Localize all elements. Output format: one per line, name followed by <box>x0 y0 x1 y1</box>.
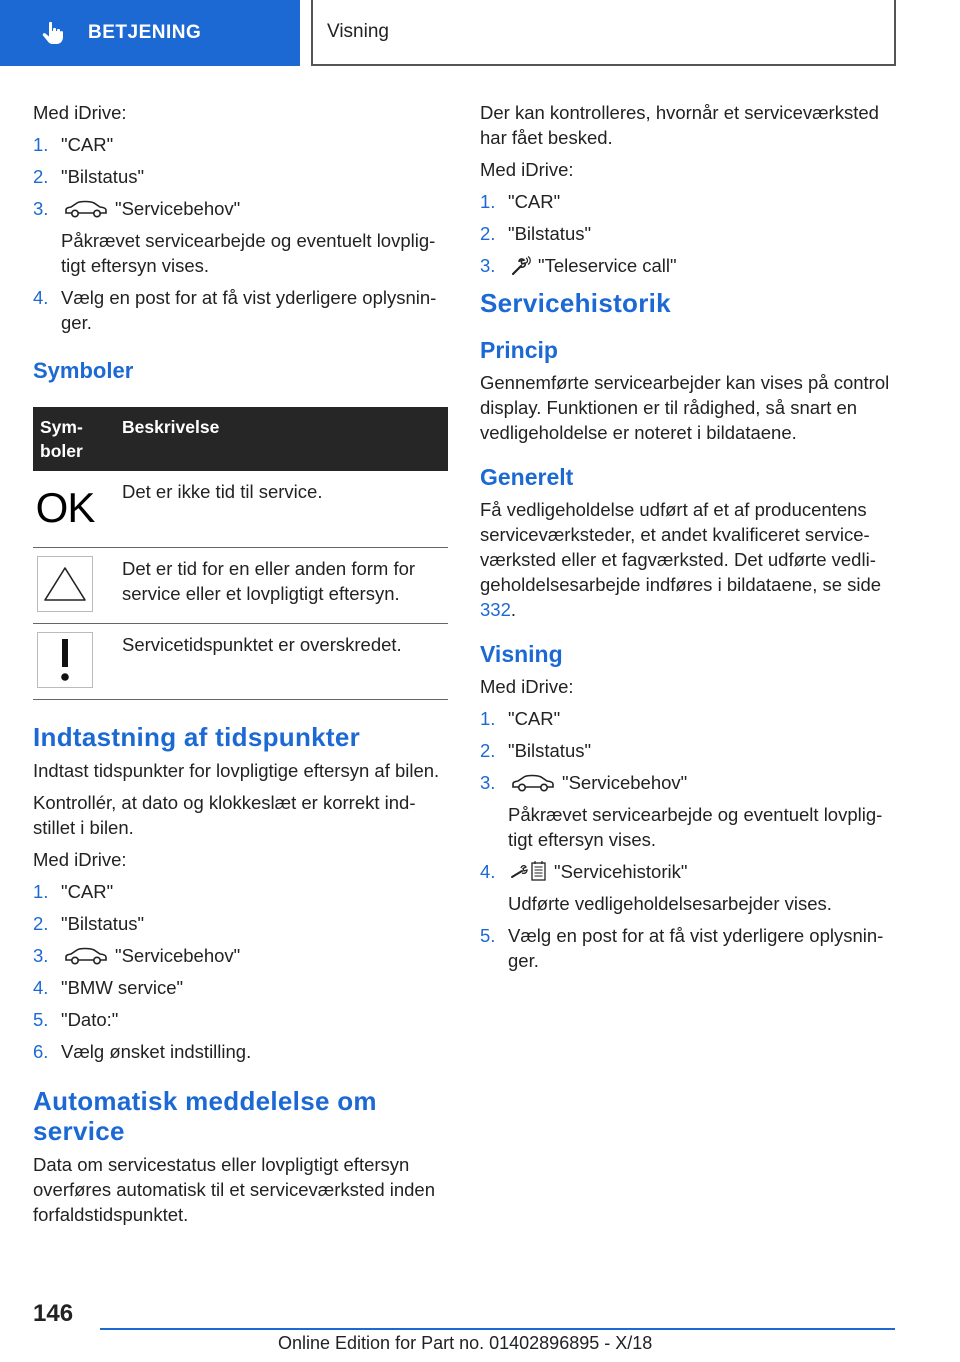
list-item <box>480 859 900 916</box>
page-number: 146 <box>33 1300 74 1327</box>
list-item <box>480 738 900 763</box>
list-item <box>480 189 900 214</box>
table-cell: Det er tid for en eller anden form for service eller et lovpligtigt eftersyn. <box>115 547 448 623</box>
steps-list <box>33 132 448 335</box>
step-text: "Bilstatus" <box>508 740 592 761</box>
step-subtext: Påkrævet servicearbejde og eventuelt lovpligtigt eftersyn vises. <box>61 230 436 276</box>
paragraph: Indtast tidspunkter for lovpligtige eftersyn af bilen. <box>33 759 440 781</box>
step-number: 6. <box>33 1040 49 1062</box>
step-text: Vælg en post for at få vist yderligere oplysninger. <box>61 287 437 333</box>
car-icon <box>63 946 109 966</box>
step-number: 1. <box>480 708 496 729</box>
section-label: Visning <box>327 21 389 42</box>
paragraph: Med iDrive: <box>480 676 574 697</box>
list-item <box>480 770 900 852</box>
step-number: 4. <box>33 287 49 308</box>
list-item <box>33 911 448 936</box>
exclamation-icon <box>37 632 93 688</box>
ok-symbol-text: OK <box>35 483 95 531</box>
paragraph: Gennemførte servicearbejder kan vises på control display. Funktionen er til rådighed, så snart en vedligeholdelse er noteret i bildataene. <box>480 372 890 443</box>
symbols-table <box>33 407 448 700</box>
list-item <box>33 196 448 278</box>
step-number: 3. <box>480 255 496 276</box>
step-text: "CAR" <box>508 191 561 212</box>
hand-pointer-icon <box>40 20 66 46</box>
table-header-row <box>33 407 448 471</box>
subsection-heading: Generelt <box>480 464 574 490</box>
subsection-heading: Visning <box>480 641 563 667</box>
page-header <box>0 0 960 66</box>
edition-text: Online Edition for Part no. 01402896895 - X/18 <box>278 1333 653 1353</box>
paragraph: Med iDrive: <box>480 159 574 180</box>
paragraph: Med iDrive: <box>33 848 127 870</box>
step-text: "Bilstatus" <box>508 223 592 244</box>
list-item <box>33 879 448 904</box>
step-number: 1. <box>33 134 49 155</box>
step-number: 2. <box>480 223 496 244</box>
paragraph: Data om servicestatus eller lovpligtigt eftersyn overføres automatisk til et serviceværksted inden forfaldstidspunktet. <box>33 1153 436 1225</box>
table-cell: Servicetidspunktet er overskredet. <box>115 623 448 699</box>
list-item <box>33 164 448 189</box>
paragraph: Der kan kontrolleres, hvornår et serviceværksted har fået besked. <box>480 102 879 148</box>
step-text: "Servicebehov" <box>115 198 241 219</box>
step-text: Vælg ønsket indstilling. <box>61 1040 252 1062</box>
list-item <box>33 132 448 157</box>
section-heading: Servicehistorik <box>480 288 671 318</box>
step-text: "Servicebehov" <box>115 944 241 966</box>
chapter-label: BETJENING <box>88 22 202 43</box>
list-item <box>480 706 900 731</box>
car-icon <box>510 773 556 793</box>
list-item <box>33 1007 448 1032</box>
paragraph: Kontrollér, at dato og klokkeslæt er korrekt indstillet i bilen. <box>33 791 416 838</box>
table-row <box>33 471 448 547</box>
list-item <box>33 1039 448 1064</box>
warning-triangle-icon <box>37 556 93 612</box>
step-number: 2. <box>480 740 496 761</box>
step-text: "CAR" <box>508 708 561 729</box>
wrench-signal-icon <box>510 256 532 276</box>
step-number: 3. <box>480 772 496 793</box>
subsection-heading: Princip <box>480 337 558 363</box>
step-text: "Servicebehov" <box>562 772 688 793</box>
chapter-tab[interactable] <box>0 0 300 66</box>
symbols-heading: Symboler <box>33 358 134 383</box>
section-heading: Indtastning af tidspunkter <box>33 721 361 752</box>
ok-icon <box>37 479 93 535</box>
steps-list <box>33 879 448 1064</box>
page-reference-link[interactable]: 332 <box>480 599 511 620</box>
section-heading: Automatisk meddelelse om service <box>33 1085 377 1146</box>
table-cell: Det er ikke tid til service. <box>115 471 448 547</box>
left-column <box>33 100 448 1234</box>
intro-text: Med iDrive: <box>33 102 127 123</box>
list-item <box>480 253 900 278</box>
section-tab[interactable] <box>311 0 896 66</box>
table-row <box>33 623 448 699</box>
step-number: 5. <box>480 925 496 946</box>
step-number: 1. <box>480 191 496 212</box>
step-text: "Dato:" <box>61 1008 119 1030</box>
list-item <box>33 285 448 335</box>
step-number: 1. <box>33 880 49 902</box>
step-number: 5. <box>33 1008 49 1030</box>
step-text: "CAR" <box>61 880 114 902</box>
steps-list <box>480 189 900 278</box>
step-number: 4. <box>480 861 496 882</box>
step-number: 2. <box>33 912 49 934</box>
table-row <box>33 547 448 623</box>
paragraph <box>480 497 900 622</box>
step-text: "Teleservice call" <box>538 255 677 276</box>
list-item <box>480 923 900 973</box>
step-text: Vælg en post for at få vist yderligere oplysninger. <box>508 925 884 971</box>
service-history-icon <box>510 860 548 882</box>
step-text: "BMW service" <box>61 976 184 998</box>
list-item <box>33 943 448 968</box>
step-text: "Servicehistorik" <box>554 861 688 882</box>
paragraph-text: . <box>510 599 517 620</box>
step-subtext: Påkrævet servicearbejde og eventuelt lovpligtigt eftersyn vises. <box>508 804 883 850</box>
step-text: "CAR" <box>61 134 114 155</box>
column-header: Beskrivelse <box>115 407 448 471</box>
list-item <box>480 221 900 246</box>
paragraph-text: Få vedligeholdelse udført af et af producentens serviceværksteder, et andet kvalificeret serviceværksted eller et fagværksted. Det udførte vedligeholdelsesarbejde indføres i bildataene, se side <box>480 499 882 595</box>
list-item <box>33 975 448 1000</box>
step-text: "Bilstatus" <box>61 912 145 934</box>
step-text: "Bilstatus" <box>61 166 145 187</box>
step-number: 3. <box>33 944 49 966</box>
car-icon <box>63 199 109 219</box>
column-header: Symboler <box>33 407 115 471</box>
step-number: 4. <box>33 976 49 998</box>
step-subtext: Udførte vedligeholdelsesarbejder vises. <box>508 893 832 914</box>
footer-divider <box>100 1328 895 1330</box>
step-number: 2. <box>33 166 49 187</box>
step-number: 3. <box>33 198 49 219</box>
right-column <box>480 100 900 980</box>
steps-list <box>480 706 900 973</box>
